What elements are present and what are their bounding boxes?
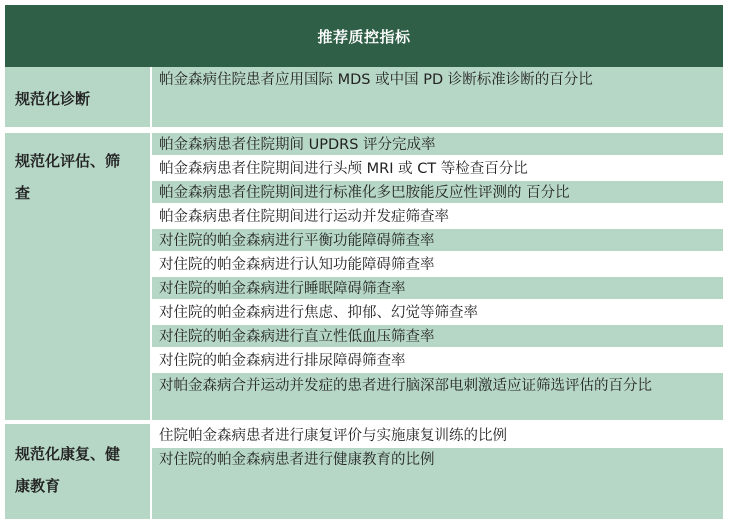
indicator-text: 帕金森病患者住院期间进行标准化多巴胺能反应性评测的 百分比 [159,185,570,201]
indicator-row [152,157,723,181]
indicator-text: 对住院的帕金森病进行认知功能障碍筛查率 [159,257,435,273]
indicator-row [152,325,723,349]
indicator-text: 对帕金森病合并运动并发症的患者进行脑深部电刺激适应证筛选评估的百分比 [159,378,652,394]
indicator-row [152,253,723,277]
indicator-text: 对住院的帕金森病进行焦虑、抑郁、幻觉等筛查率 [159,305,478,321]
indicator-row [152,448,723,519]
indicator-row [152,205,723,229]
indicator-row [152,301,723,325]
table-header [5,5,723,67]
section-assessment [5,133,723,420]
section-rehabilitation [5,424,723,519]
category-label: 规范化诊断 [15,90,91,108]
indicator-text: 帕金森病患者住院期间 UPDRS 评分完成率 [159,137,436,153]
category-label: 规范化评估、筛 [15,152,121,170]
indicator-row [152,277,723,301]
indicator-text: 对住院的帕金森病进行平衡功能障碍筛查率 [159,233,435,249]
category-cell [5,424,150,519]
indicator-row [152,133,723,157]
indicator-row [152,373,723,420]
indicator-row [152,229,723,253]
indicator-list [152,67,723,127]
indicator-row [152,181,723,205]
indicator-text: 住院帕金森病患者进行康复评价与实施康复训练的比例 [159,428,507,444]
header-title: 推荐质控指标 [317,27,411,46]
section-diagnosis [5,67,723,127]
indicator-row [152,424,723,448]
category-cell [5,67,150,127]
indicator-row [152,67,723,127]
indicator-text: 对住院的帕金森病患者进行健康教育的比例 [159,452,435,468]
category-label: 查 [15,184,31,202]
category-label: 康教育 [15,477,61,495]
quality-indicators-table [5,5,723,519]
indicator-text: 对住院的帕金森病进行直立性低血压筛查率 [159,329,435,345]
indicator-text: 帕金森病住院患者应用国际 MDS 或中国 PD 诊断标准诊断的百分比 [159,72,593,88]
indicator-text: 对住院的帕金森病进行排尿障碍筛查率 [159,353,406,369]
category-cell [5,133,150,420]
category-label: 规范化康复、健 [15,445,121,463]
indicator-row [152,349,723,373]
indicator-text: 帕金森病患者住院期间进行头颅 MRI 或 CT 等检查百分比 [159,161,528,177]
indicator-list [152,424,723,519]
indicator-text: 对住院的帕金森病进行睡眠障碍筛查率 [159,281,406,297]
indicator-list [152,133,723,420]
indicator-text: 帕金森病患者住院期间进行运动并发症筛查率 [159,209,449,225]
